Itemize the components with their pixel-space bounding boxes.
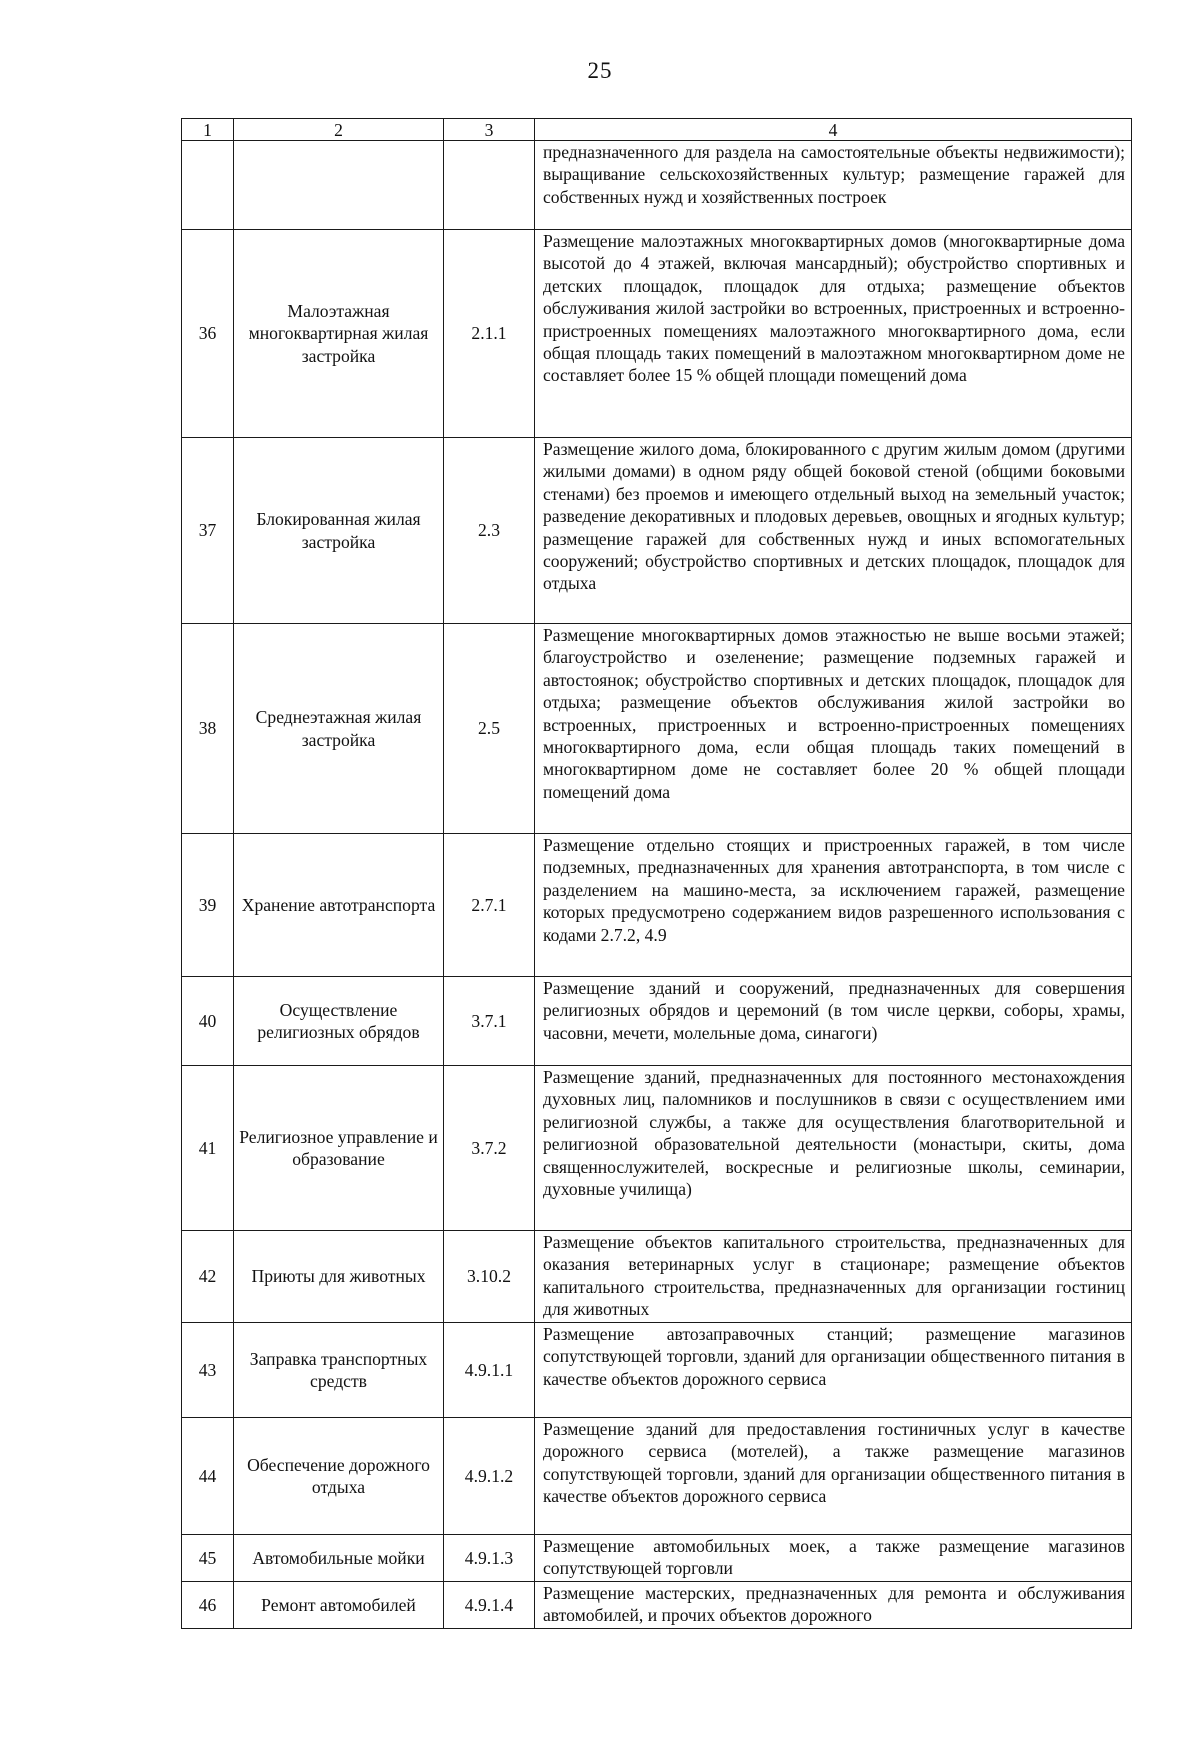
row-name: Заправка транспортных средств [234,1323,444,1418]
row-name: Хранение автотранспорта [234,834,444,977]
header-cell-code: 3 [444,119,535,141]
row-description: Размещение зданий и сооружений, предназначенных для совершения религиозных обрядов и церемоний (в том числе церкви, соборы, храмы, часовни, мечети, молельные дома, синагоги) [535,977,1132,1066]
table-row [182,1582,1132,1629]
land-use-table [181,118,1132,1629]
row-description: Размещение жилого дома, блокированного с другим жилым домом (другими жилыми домами) в одном ряду общей боковой стеной (общими боковыми стенами) без проемов и имеющего отдельный выход на земельный участок; разведение декоративных и плодовых деревьев, овощных и ягодных культур; размещение гаражей для собственных нужд и иных вспомогательных сооружений; обустройство спортивных и детских площадок, площадок для отдыха [535,438,1132,624]
row-description: Размещение многоквартирных домов этажностью не выше восьми этажей; благоустройство и озеленение; размещение подземных гаражей и автостоянок; обустройство спортивных и детских площадок, площадок для отдыха; размещение объектов обслуживания жилой застройки во встроенных, пристроенных и встроенно-пристроенных помещениях многоквартирного дома, если общая площадь таких помещений в многоквартирном доме не составляет более 20 % общей площади помещений дома [535,624,1132,834]
row-description: Размещение мастерских, предназначенных для ремонта и обслуживания автомобилей, и прочих объектов дорожного [535,1582,1132,1629]
row-name: Среднеэтажная жилая застройка [234,624,444,834]
table-row [182,1418,1132,1535]
table-row [182,141,1132,230]
row-code: 2.1.1 [444,230,535,438]
table-row [182,977,1132,1066]
row-name: Религиозное управление и образование [234,1066,444,1231]
row-number: 40 [182,977,234,1066]
row-description: Размещение объектов капитального строительства, предназначенных для оказания ветеринарных услуг в стационаре; размещение объектов капитального строительства, предназначенных для организации гостиниц для животных [535,1231,1132,1323]
table-header-row [182,119,1132,141]
header-cell-number: 1 [182,119,234,141]
row-number: 36 [182,230,234,438]
table-row [182,438,1132,624]
row-code: 4.9.1.3 [444,1535,535,1582]
row-name [234,141,444,230]
row-name: Малоэтажная многоквартирная жилая застройка [234,230,444,438]
row-name: Ремонт автомобилей [234,1582,444,1629]
row-code: 2.7.1 [444,834,535,977]
table-row [182,1535,1132,1582]
row-name: Осуществление религиозных обрядов [234,977,444,1066]
row-number: 41 [182,1066,234,1231]
row-code: 3.10.2 [444,1231,535,1323]
row-name: Приюты для животных [234,1231,444,1323]
table-row [182,834,1132,977]
row-name: Блокированная жилая застройка [234,438,444,624]
row-number: 38 [182,624,234,834]
row-name: Обеспечение дорожного отдыха [234,1418,444,1535]
row-number [182,141,234,230]
page-number: 25 [587,58,613,83]
row-code: 4.9.1.4 [444,1582,535,1629]
row-description: Размещение зданий для предоставления гостиничных услуг в качестве дорожного сервиса (мотелей), а также размещение магазинов сопутствующей торговли, зданий для организации общественного питания в качестве объектов дорожного сервиса [535,1418,1132,1535]
row-code: 2.3 [444,438,535,624]
row-code: 4.9.1.1 [444,1323,535,1418]
row-number: 43 [182,1323,234,1418]
row-code [444,141,535,230]
table-row [182,1231,1132,1323]
table-row [182,624,1132,834]
row-code: 3.7.2 [444,1066,535,1231]
table-row [182,1323,1132,1418]
table-row [182,230,1132,438]
row-description: Размещение малоэтажных многоквартирных домов (многоквартирные дома высотой до 4 этажей, включая мансардный); обустройство спортивных и детских площадок, площадок для отдыха; размещение объектов обслуживания жилой застройки во встроенных, пристроенных и встроенно-пристроенных помещениях малоэтажного многоквартирного дома, если общая площадь таких помещений в малоэтажном многоквартирном доме не составляет более 15 % общей площади помещений дома [535,230,1132,438]
row-number: 44 [182,1418,234,1535]
header-cell-description: 4 [535,119,1132,141]
row-name: Автомобильные мойки [234,1535,444,1582]
header-cell-name: 2 [234,119,444,141]
row-description: Размещение автозаправочных станций; размещение магазинов сопутствующей торговли, зданий для организации общественного питания в качестве объектов дорожного сервиса [535,1323,1132,1418]
row-number: 42 [182,1231,234,1323]
row-number: 39 [182,834,234,977]
row-code: 3.7.1 [444,977,535,1066]
row-description: Размещение автомобильных моек, а также размещение магазинов сопутствующей торговли [535,1535,1132,1582]
row-number: 45 [182,1535,234,1582]
row-description: Размещение зданий, предназначенных для постоянного местонахождения духовных лиц, паломников и послушников в связи с осуществлением ими религиозной службы, а также для осуществления благотворительной и религиозной образовательной деятельности (монастыри, скиты, дома священнослужителей, воскресные и религиозные школы, семинарии, духовные училища) [535,1066,1132,1231]
table-row [182,1066,1132,1231]
row-code: 4.9.1.2 [444,1418,535,1535]
row-description: предназначенного для раздела на самостоятельные объекты недвижимости); выращивание сельскохозяйственных культур; размещение гаражей для собственных нужд и хозяйственных построек [535,141,1132,230]
row-number: 37 [182,438,234,624]
row-code: 2.5 [444,624,535,834]
row-number: 46 [182,1582,234,1629]
row-description: Размещение отдельно стоящих и пристроенных гаражей, в том числе подземных, предназначенных для хранения автотранспорта, в том числе с разделением на машино-места, за исключением гаражей, размещение которых предусмотрено содержанием видов разрешенного использования с кодами 2.7.2, 4.9 [535,834,1132,977]
